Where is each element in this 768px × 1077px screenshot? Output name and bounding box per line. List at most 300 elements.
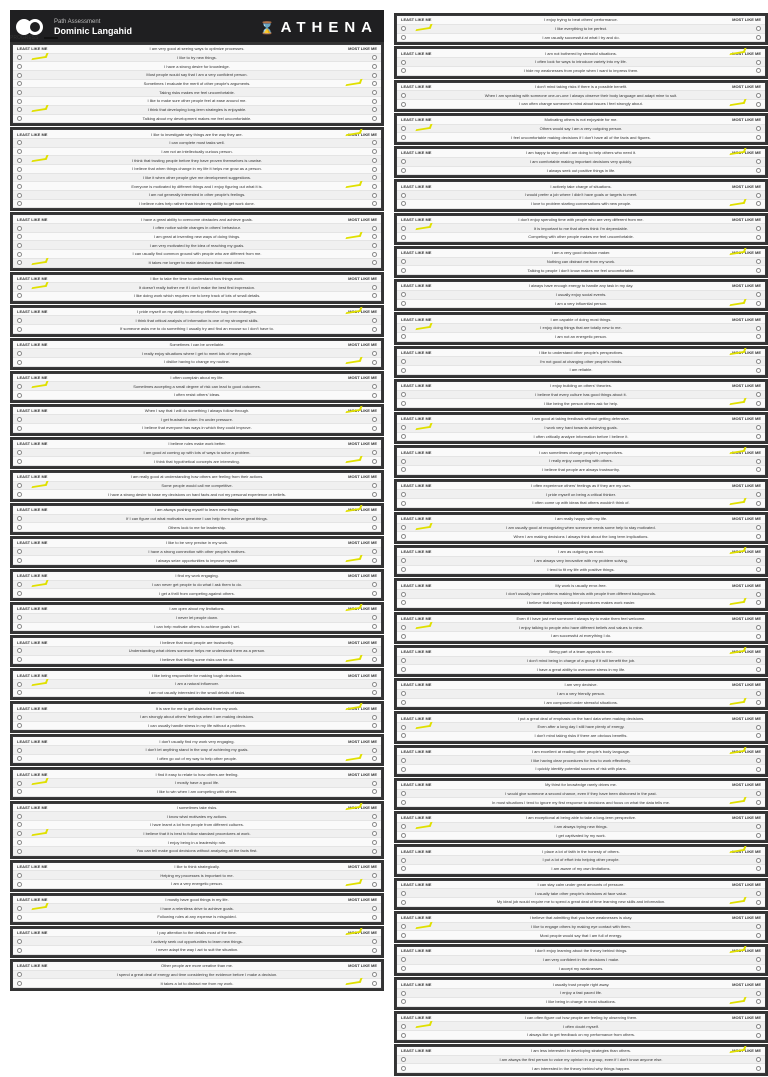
least-like-me-option[interactable]: LEAST LIKE ME [401,649,432,655]
least-like-me-option[interactable] [13,392,69,397]
most-radio[interactable] [756,368,761,373]
least-radio[interactable] [17,648,22,653]
most-like-me-option[interactable] [325,839,381,844]
least-radio[interactable] [17,549,22,554]
least-radio[interactable] [17,756,22,761]
most-radio[interactable] [372,360,377,365]
most-radio[interactable] [372,690,377,695]
most-like-me-option[interactable]: MOST LIKE ME [732,216,761,222]
least-radio[interactable] [401,434,406,439]
least-radio[interactable] [17,99,22,104]
most-like-me-option[interactable] [709,757,765,762]
least-like-me-option[interactable]: LEAST LIKE ME [17,705,48,711]
least-like-me-option[interactable]: LEAST LIKE ME [17,408,48,414]
most-radio[interactable] [756,691,761,696]
most-like-me-option[interactable]: MOST LIKE ME [348,474,377,480]
most-like-me-option[interactable] [709,591,765,596]
least-like-me-option[interactable] [397,1032,453,1037]
least-radio[interactable] [17,393,22,398]
most-like-me-option[interactable]: MOST LIKE ME [348,375,377,381]
most-like-me-option[interactable]: MOST LIKE ME [348,771,377,777]
most-radio[interactable] [372,285,377,290]
least-like-me-option[interactable]: LEAST LIKE ME [401,715,432,721]
most-radio[interactable] [372,226,377,231]
most-radio[interactable] [372,293,377,298]
most-like-me-option[interactable]: MOST LIKE ME [732,981,761,987]
most-radio[interactable] [372,167,377,172]
most-like-me-option[interactable] [325,55,381,60]
least-like-me-option[interactable]: LEAST LIKE ME [17,863,48,869]
least-like-me-option[interactable]: LEAST LIKE ME [17,131,48,137]
most-like-me-option[interactable] [325,243,381,248]
least-like-me-option[interactable]: LEAST LIKE ME [401,881,432,887]
least-like-me-option[interactable]: LEAST LIKE ME [401,383,432,389]
most-radio[interactable] [756,301,761,306]
most-like-me-option[interactable] [709,126,765,131]
most-radio[interactable] [756,592,761,597]
most-like-me-option[interactable] [325,326,381,331]
least-radio[interactable] [401,733,406,738]
most-like-me-option[interactable] [325,939,381,944]
least-like-me-option[interactable] [397,558,453,563]
least-like-me-option[interactable] [397,1065,453,1070]
most-like-me-option[interactable]: MOST LIKE ME [732,715,761,721]
most-radio[interactable] [756,966,761,971]
most-like-me-option[interactable] [325,747,381,752]
least-like-me-option[interactable] [13,81,69,86]
least-radio[interactable] [401,800,406,805]
least-radio[interactable] [401,235,406,240]
most-like-me-option[interactable]: MOST LIKE ME [732,948,761,954]
most-like-me-option[interactable] [709,932,765,937]
most-radio[interactable] [372,582,377,587]
least-like-me-option[interactable]: LEAST LIKE ME [401,283,432,289]
most-radio[interactable] [372,981,377,986]
most-radio[interactable] [756,35,761,40]
least-like-me-option[interactable] [397,567,453,572]
most-radio[interactable] [372,840,377,845]
most-like-me-option[interactable] [709,1032,765,1037]
least-like-me-option[interactable]: LEAST LIKE ME [17,771,48,777]
most-radio[interactable] [756,534,761,539]
most-radio[interactable] [756,791,761,796]
least-like-me-option[interactable] [397,833,453,838]
least-radio[interactable] [17,657,22,662]
least-radio[interactable] [401,1057,406,1062]
most-radio[interactable] [756,326,761,331]
least-like-me-option[interactable]: LEAST LIKE ME [17,930,48,936]
least-like-me-option[interactable] [397,35,453,40]
most-like-me-option[interactable] [325,591,381,596]
least-radio[interactable] [401,667,406,672]
most-like-me-option[interactable] [709,358,765,363]
most-like-me-option[interactable] [325,166,381,171]
most-radio[interactable] [756,392,761,397]
most-like-me-option[interactable] [325,417,381,422]
least-like-me-option[interactable] [397,159,453,164]
least-radio[interactable] [17,116,22,121]
most-radio[interactable] [372,516,377,521]
least-like-me-option[interactable]: LEAST LIKE ME [17,216,48,222]
least-like-me-option[interactable] [13,591,69,596]
least-radio[interactable] [17,492,22,497]
most-radio[interactable] [372,426,377,431]
least-radio[interactable] [401,758,406,763]
most-like-me-option[interactable] [325,681,381,686]
least-radio[interactable] [401,425,406,430]
least-like-me-option[interactable] [397,766,453,771]
least-like-me-option[interactable]: LEAST LIKE ME [17,573,48,579]
most-radio[interactable] [756,758,761,763]
most-like-me-option[interactable] [709,658,765,663]
least-like-me-option[interactable] [13,872,69,877]
least-radio[interactable] [17,682,22,687]
least-radio[interactable] [17,450,22,455]
most-like-me-option[interactable]: MOST LIKE ME [348,216,377,222]
most-radio[interactable] [756,833,761,838]
most-like-me-option[interactable]: MOST LIKE ME [348,804,377,810]
least-radio[interactable] [17,525,22,530]
least-like-me-option[interactable] [397,757,453,762]
least-like-me-option[interactable] [397,866,453,871]
least-radio[interactable] [401,567,406,572]
most-radio[interactable] [756,135,761,140]
most-radio[interactable] [756,1066,761,1071]
most-radio[interactable] [756,159,761,164]
most-radio[interactable] [756,525,761,530]
least-like-me-option[interactable] [397,658,453,663]
least-like-me-option[interactable]: LEAST LIKE ME [401,349,432,355]
least-like-me-option[interactable] [13,714,69,719]
most-like-me-option[interactable] [709,1065,765,1070]
least-radio[interactable] [17,158,22,163]
least-radio[interactable] [401,866,406,871]
least-like-me-option[interactable]: LEAST LIKE ME [401,17,432,23]
least-like-me-option[interactable] [13,149,69,154]
least-radio[interactable] [401,326,406,331]
most-radio[interactable] [756,733,761,738]
most-like-me-option[interactable] [325,284,381,289]
least-like-me-option[interactable] [13,756,69,761]
least-like-me-option[interactable] [13,839,69,844]
most-like-me-option[interactable]: MOST LIKE ME [732,615,761,621]
least-like-me-option[interactable]: LEAST LIKE ME [401,183,432,189]
most-radio[interactable] [756,567,761,572]
most-radio[interactable] [756,359,761,364]
most-like-me-option[interactable] [709,567,765,572]
least-like-me-option[interactable] [397,700,453,705]
least-like-me-option[interactable] [13,491,69,496]
most-like-me-option[interactable] [325,72,381,77]
least-like-me-option[interactable] [397,533,453,538]
least-like-me-option[interactable] [13,813,69,818]
least-radio[interactable] [17,140,22,145]
most-radio[interactable] [756,459,761,464]
least-radio[interactable] [17,252,22,257]
most-like-me-option[interactable]: MOST LIKE ME [732,383,761,389]
most-like-me-option[interactable] [709,1023,765,1028]
least-radio[interactable] [17,840,22,845]
least-like-me-option[interactable] [397,890,453,895]
most-radio[interactable] [372,492,377,497]
most-like-me-option[interactable]: MOST LIKE ME [732,682,761,688]
most-like-me-option[interactable] [325,906,381,911]
least-radio[interactable] [401,791,406,796]
least-radio[interactable] [401,858,406,863]
most-like-me-option[interactable] [709,92,765,97]
least-like-me-option[interactable] [397,857,453,862]
least-radio[interactable] [17,426,22,431]
least-radio[interactable] [17,226,22,231]
most-like-me-option[interactable] [325,789,381,794]
most-radio[interactable] [756,1024,761,1029]
least-like-me-option[interactable]: LEAST LIKE ME [17,341,48,347]
most-like-me-option[interactable] [325,317,381,322]
most-like-me-option[interactable] [709,691,765,696]
least-like-me-option[interactable] [13,881,69,886]
least-radio[interactable] [17,483,22,488]
most-like-me-option[interactable]: MOST LIKE ME [732,482,761,488]
least-radio[interactable] [401,1066,406,1071]
least-like-me-option[interactable]: LEAST LIKE ME [17,46,48,52]
least-radio[interactable] [17,260,22,265]
least-radio[interactable] [17,831,22,836]
least-like-me-option[interactable]: LEAST LIKE ME [401,250,432,256]
most-radio[interactable] [372,831,377,836]
most-like-me-option[interactable] [325,914,381,919]
most-like-me-option[interactable] [325,384,381,389]
least-like-me-option[interactable] [13,549,69,554]
most-radio[interactable] [756,467,761,472]
least-radio[interactable] [17,243,22,248]
least-like-me-option[interactable]: LEAST LIKE ME [401,915,432,921]
least-radio[interactable] [401,999,406,1004]
most-like-me-option[interactable] [709,525,765,530]
least-radio[interactable] [17,690,22,695]
most-like-me-option[interactable]: MOST LIKE ME [732,848,761,854]
most-like-me-option[interactable]: MOST LIKE ME [348,738,377,744]
most-radio[interactable] [372,822,377,827]
most-like-me-option[interactable] [325,813,381,818]
most-radio[interactable] [372,715,377,720]
least-like-me-option[interactable] [397,691,453,696]
most-radio[interactable] [372,116,377,121]
least-like-me-option[interactable]: LEAST LIKE ME [401,848,432,854]
most-like-me-option[interactable] [709,666,765,671]
least-radio[interactable] [17,748,22,753]
least-radio[interactable] [17,107,22,112]
least-like-me-option[interactable] [397,591,453,596]
most-radio[interactable] [756,235,761,240]
most-like-me-option[interactable] [709,824,765,829]
most-radio[interactable] [372,184,377,189]
most-like-me-option[interactable]: MOST LIKE ME [732,416,761,422]
most-radio[interactable] [756,933,761,938]
most-radio[interactable] [756,999,761,1004]
least-like-me-option[interactable] [13,350,69,355]
least-like-me-option[interactable] [13,648,69,653]
least-like-me-option[interactable] [13,166,69,171]
least-like-me-option[interactable]: LEAST LIKE ME [17,308,48,314]
least-radio[interactable] [401,392,406,397]
least-like-me-option[interactable]: LEAST LIKE ME [17,474,48,480]
most-radio[interactable] [372,107,377,112]
least-radio[interactable] [17,175,22,180]
most-radio[interactable] [756,492,761,497]
least-like-me-option[interactable] [397,367,453,372]
least-like-me-option[interactable]: LEAST LIKE ME [17,441,48,447]
least-radio[interactable] [17,64,22,69]
least-radio[interactable] [401,26,406,31]
least-radio[interactable] [17,327,22,332]
least-like-me-option[interactable] [397,267,453,272]
most-like-me-option[interactable]: MOST LIKE ME [732,815,761,821]
least-radio[interactable] [401,93,406,98]
most-radio[interactable] [756,866,761,871]
least-like-me-option[interactable] [397,1057,453,1062]
most-like-me-option[interactable] [325,822,381,827]
least-like-me-option[interactable]: LEAST LIKE ME [17,275,48,281]
most-like-me-option[interactable] [325,64,381,69]
most-radio[interactable] [372,915,377,920]
most-like-me-option[interactable] [325,116,381,121]
most-like-me-option[interactable] [709,159,765,164]
most-like-me-option[interactable] [709,857,765,862]
most-like-me-option[interactable] [709,990,765,995]
least-like-me-option[interactable]: LEAST LIKE ME [401,981,432,987]
least-radio[interactable] [17,193,22,198]
least-radio[interactable] [401,966,406,971]
least-like-me-option[interactable] [13,175,69,180]
least-like-me-option[interactable] [13,848,69,853]
most-like-me-option[interactable] [709,890,765,895]
least-radio[interactable] [17,459,22,464]
least-radio[interactable] [401,767,406,772]
least-like-me-option[interactable]: LEAST LIKE ME [401,150,432,156]
most-radio[interactable] [756,26,761,31]
most-like-me-option[interactable]: MOST LIKE ME [348,408,377,414]
least-radio[interactable] [17,948,22,953]
most-radio[interactable] [372,327,377,332]
most-radio[interactable] [372,972,377,977]
most-radio[interactable] [372,748,377,753]
least-radio[interactable] [17,201,22,206]
most-radio[interactable] [756,1033,761,1038]
most-like-me-option[interactable] [325,90,381,95]
least-radio[interactable] [17,55,22,60]
least-radio[interactable] [401,625,406,630]
most-like-me-option[interactable] [325,425,381,430]
least-radio[interactable] [17,615,22,620]
least-radio[interactable] [401,193,406,198]
least-radio[interactable] [401,334,406,339]
most-like-me-option[interactable] [709,491,765,496]
least-radio[interactable] [401,226,406,231]
most-like-me-option[interactable] [325,483,381,488]
most-radio[interactable] [372,318,377,323]
most-radio[interactable] [372,193,377,198]
least-like-me-option[interactable] [13,140,69,145]
least-like-me-option[interactable]: LEAST LIKE ME [17,897,48,903]
most-radio[interactable] [756,292,761,297]
most-like-me-option[interactable] [709,633,765,638]
most-like-me-option[interactable] [325,516,381,521]
most-like-me-option[interactable] [709,791,765,796]
least-like-me-option[interactable] [13,192,69,197]
most-radio[interactable] [372,558,377,563]
most-radio[interactable] [372,591,377,596]
least-like-me-option[interactable]: LEAST LIKE ME [401,117,432,123]
least-like-me-option[interactable] [13,98,69,103]
least-radio[interactable] [17,972,22,977]
most-like-me-option[interactable]: MOST LIKE ME [348,573,377,579]
least-radio[interactable] [17,360,22,365]
most-like-me-option[interactable]: MOST LIKE ME [732,117,761,123]
most-radio[interactable] [756,767,761,772]
least-radio[interactable] [17,417,22,422]
least-radio[interactable] [401,359,406,364]
least-like-me-option[interactable]: LEAST LIKE ME [401,216,432,222]
least-radio[interactable] [17,915,22,920]
least-radio[interactable] [17,591,22,596]
least-radio[interactable] [401,891,406,896]
least-radio[interactable] [401,558,406,563]
least-like-me-option[interactable]: LEAST LIKE ME [401,316,432,322]
least-like-me-option[interactable] [397,192,453,197]
most-like-me-option[interactable]: MOST LIKE ME [732,582,761,588]
least-like-me-option[interactable] [397,990,453,995]
least-radio[interactable] [401,35,406,40]
least-radio[interactable] [401,459,406,464]
most-like-me-option[interactable]: MOST LIKE ME [348,540,377,546]
most-like-me-option[interactable] [709,59,765,64]
most-radio[interactable] [372,483,377,488]
least-like-me-option[interactable] [13,980,69,985]
most-like-me-option[interactable] [325,140,381,145]
least-like-me-option[interactable] [13,789,69,794]
most-like-me-option[interactable] [709,866,765,871]
least-radio[interactable] [401,501,406,506]
least-like-me-option[interactable] [13,201,69,206]
most-like-me-option[interactable] [709,325,765,330]
most-radio[interactable] [372,849,377,854]
most-like-me-option[interactable] [709,924,765,929]
most-like-me-option[interactable]: MOST LIKE ME [732,881,761,887]
most-like-me-option[interactable] [325,491,381,496]
least-like-me-option[interactable]: LEAST LIKE ME [401,948,432,954]
least-radio[interactable] [401,292,406,297]
most-like-me-option[interactable] [325,723,381,728]
most-radio[interactable] [372,81,377,86]
most-like-me-option[interactable] [709,733,765,738]
most-radio[interactable] [372,158,377,163]
least-like-me-option[interactable] [397,259,453,264]
least-radio[interactable] [17,873,22,878]
least-like-me-option[interactable] [13,425,69,430]
most-radio[interactable] [372,615,377,620]
least-like-me-option[interactable] [397,168,453,173]
most-radio[interactable] [372,351,377,356]
most-like-me-option[interactable] [325,780,381,785]
most-radio[interactable] [372,393,377,398]
most-radio[interactable] [756,434,761,439]
most-radio[interactable] [756,891,761,896]
most-like-me-option[interactable] [709,26,765,31]
most-like-me-option[interactable] [325,260,381,265]
least-like-me-option[interactable] [13,914,69,919]
most-radio[interactable] [372,417,377,422]
least-radio[interactable] [401,68,406,73]
